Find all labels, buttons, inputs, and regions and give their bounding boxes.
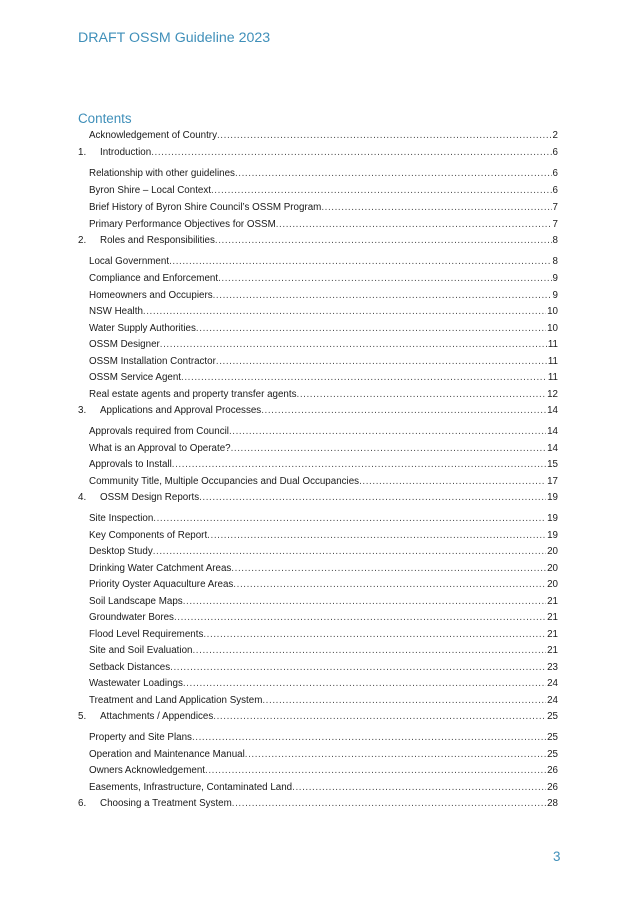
toc-entry-title: Desktop Study [89,546,153,557]
toc-entry-page: 11 [547,339,558,350]
toc-entry-title: Relationship with other guidelines [89,168,235,179]
toc-subsection-entry[interactable] [78,321,558,336]
toc-dot-leader [199,490,546,505]
toc-dot-leader [359,474,546,489]
toc-dot-leader [172,457,546,472]
toc-entry-title: Water Supply Authorities [89,323,196,334]
toc-entry-title: Property and Site Plans [89,732,192,743]
toc-section-entry[interactable] [78,233,558,248]
toc-entry-page: 6 [552,168,558,179]
toc-section-entry[interactable] [78,796,558,811]
toc-subsection-entry[interactable] [78,183,558,198]
toc-dot-leader [151,145,551,160]
toc-entry-page: 25 [547,711,558,722]
toc-entry-page: 20 [547,546,558,557]
toc-entry-page: 23 [547,662,558,673]
toc-entry-page: 24 [547,695,558,706]
toc-entry-title: Site and Soil Evaluation [89,645,193,656]
toc-dot-leader [192,730,546,745]
toc-subsection-entry[interactable] [78,610,558,625]
toc-section-entry[interactable] [78,490,558,505]
toc-dot-leader [233,577,546,592]
toc-dot-leader [203,627,546,642]
toc-dot-leader [183,676,546,691]
toc-subsection-entry[interactable] [78,354,558,369]
toc-entry-title: Setback Distances [89,662,171,673]
toc-entry-page: 20 [547,563,558,574]
toc-entry-title: What is an Approval to Operate? [89,443,231,454]
toc-entry-page: 19 [547,492,558,503]
toc-subsection-entry[interactable] [78,200,558,215]
toc-dot-leader [276,217,552,232]
toc-entry-page: 7 [552,202,558,213]
toc-entry-title: Flood Level Requirements [89,629,204,640]
toc-subsection-entry[interactable] [78,730,558,745]
toc-entry-title: Applications and Approval Processes [100,405,262,416]
toc-entry-page: 21 [547,612,558,623]
toc-dot-leader [213,709,546,724]
toc-entry-page: 10 [547,306,558,317]
toc-subsection-entry[interactable] [78,337,558,352]
toc-entry-title: OSSM Installation Contractor [89,356,216,367]
toc-entry-title: OSSM Designer [89,339,160,350]
toc-dot-leader [231,561,546,576]
toc-entry-page: 6 [552,185,558,196]
toc-entry-page: 8 [552,256,558,267]
toc-entry-page: 15 [547,459,558,470]
toc-entry-title: Compliance and Enforcement [89,273,219,284]
toc-entry-number: 5. [78,711,87,722]
toc-entry-title: Operation and Maintenance Manual [89,749,245,760]
toc-entry-title: Community Title, Multiple Occupancies and Dual Occupancies [89,476,360,487]
toc-entry-title: NSW Health [89,306,143,317]
toc-dot-leader [153,511,546,526]
toc-subsection-entry[interactable] [78,528,558,543]
toc-entry-title: Priority Oyster Aquaculture Areas [89,579,234,590]
toc-entry-title: Choosing a Treatment System [100,798,232,809]
toc-dot-leader [183,594,546,609]
toc-dot-leader [174,610,546,625]
toc-subsection-entry[interactable] [78,627,558,642]
toc-entry-number: 2. [78,235,87,246]
toc-dot-leader [207,528,546,543]
toc-entry-page: 21 [547,596,558,607]
toc-entry-page: 19 [547,530,558,541]
contents-heading: Contents [78,111,132,126]
toc-subsection-entry[interactable] [78,166,558,181]
toc-subsection-entry[interactable] [78,128,558,143]
toc-section-entry[interactable] [78,145,558,160]
toc-subsection-entry[interactable] [78,271,558,286]
toc-dot-leader [218,271,551,286]
toc-entry-page: 9 [552,273,558,284]
toc-entry-title: Groundwater Bores [89,612,174,623]
toc-entry-page: 7 [552,219,558,230]
toc-dot-leader [211,183,552,198]
toc-subsection-entry[interactable] [78,780,558,795]
toc-subsection-entry[interactable] [78,747,558,762]
toc-entry-title: Owners Acknowledgement [89,765,205,776]
toc-section-entry[interactable] [78,709,558,724]
toc-entry-title: OSSM Design Reports [100,492,200,503]
toc-entry-page: 9 [552,290,558,301]
toc-subsection-entry[interactable] [78,693,558,708]
toc-subsection-entry[interactable] [78,676,558,691]
toc-subsection-entry[interactable] [78,594,558,609]
toc-entry-page: 28 [547,798,558,809]
toc-entry-page: 24 [547,678,558,689]
toc-entry-title: Treatment and Land Application System [89,695,263,706]
toc-entry-title: Approvals required from Council [89,426,229,437]
toc-dot-leader [169,254,551,269]
toc-dot-leader [232,796,546,811]
toc-dot-leader [245,747,546,762]
toc-entry-page: 14 [547,443,558,454]
toc-dot-leader [170,660,546,675]
toc-entry-page: 8 [552,235,558,246]
toc-dot-leader [153,544,546,559]
toc-entry-title: Byron Shire – Local Context [89,185,211,196]
toc-subsection-entry[interactable] [78,441,558,456]
toc-entry-title: Soil Landscape Maps [89,596,183,607]
toc-dot-leader [297,387,547,402]
toc-entry-page: 17 [547,476,558,487]
toc-entry-number: 6. [78,798,87,809]
toc-dot-leader [262,693,546,708]
toc-entry-page: 6 [552,147,558,158]
toc-entry-page: 2 [552,130,558,141]
toc-subsection-entry[interactable] [78,387,558,402]
page-number: 3 [553,849,561,864]
toc-dot-leader [229,424,546,439]
toc-entry-title: Homeowners and Occupiers [89,290,213,301]
toc-subsection-entry[interactable] [78,643,558,658]
toc-entry-page: 11 [547,372,558,383]
toc-entry-number: 4. [78,492,87,503]
toc-subsection-entry[interactable] [78,288,558,303]
toc-entry-page: 21 [547,629,558,640]
toc-entry-page: 19 [547,513,558,524]
toc-subsection-entry[interactable] [78,254,558,269]
toc-entry-number: 3. [78,405,87,416]
toc-entry-title: Local Government [89,256,170,267]
toc-subsection-entry[interactable] [78,457,558,472]
toc-dot-leader [292,780,546,795]
toc-entry-page: 25 [547,732,558,743]
toc-entry-page: 25 [547,749,558,760]
toc-subsection-entry[interactable] [78,370,558,385]
toc-subsection-entry[interactable] [78,217,558,232]
toc-entry-title: Brief History of Byron Shire Council’s OSSM Program [89,202,322,213]
toc-entry-page: 12 [547,389,558,400]
toc-entry-number: 1. [78,147,87,158]
toc-dot-leader [181,370,547,385]
toc-entry-title: OSSM Service Agent [89,372,182,383]
toc-entry-page: 26 [547,765,558,776]
toc-dot-leader [215,233,552,248]
toc-dot-leader [196,321,546,336]
toc-entry-title: Drinking Water Catchment Areas [89,563,232,574]
toc-dot-leader [261,403,546,418]
toc-subsection-entry[interactable] [78,577,558,592]
toc-subsection-entry[interactable] [78,424,558,439]
toc-subsection-entry[interactable] [78,511,558,526]
toc-entry-title: Site Inspection [89,513,154,524]
toc-entry-page: 20 [547,579,558,590]
toc-subsection-entry[interactable] [78,304,558,319]
toc-dot-leader [160,337,547,352]
toc-subsection-entry[interactable] [78,474,558,489]
toc-dot-leader [231,441,547,456]
toc-entry-page: 14 [547,426,558,437]
toc-entry-title: Key Components of Report [89,530,208,541]
toc-entry-page: 26 [547,782,558,793]
toc-entry-title: Real estate agents and property transfer agents [89,389,297,400]
toc-dot-leader [217,128,552,143]
toc-dot-leader [235,166,552,181]
toc-entry-title: Roles and Responsibilities [100,235,215,246]
toc-subsection-entry[interactable] [78,763,558,778]
toc-subsection-entry[interactable] [78,544,558,559]
toc-dot-leader [143,304,546,319]
toc-entry-title: Primary Performance Objectives for OSSM [89,219,276,230]
toc-entry-title: Attachments / Appendices [100,711,214,722]
toc-dot-leader [213,288,552,303]
toc-subsection-entry[interactable] [78,561,558,576]
toc-dot-leader [192,643,546,658]
toc-dot-leader [205,763,546,778]
toc-entry-page: 21 [547,645,558,656]
toc-entry-title: Approvals to Install [89,459,172,470]
document-header-title: DRAFT OSSM Guideline 2023 [78,30,271,46]
toc-entry-page: 10 [547,323,558,334]
toc-entry-page: 14 [547,405,558,416]
toc-entry-title: Acknowledgement of Country [89,130,217,141]
toc-dot-leader [216,354,547,369]
toc-section-entry[interactable] [78,403,558,418]
toc-entry-title: Wastewater Loadings [89,678,183,689]
toc-entry-title: Easements, Infrastructure, Contaminated Land [89,782,293,793]
toc-subsection-entry[interactable] [78,660,558,675]
toc-entry-page: 11 [547,356,558,367]
toc-dot-leader [321,200,551,215]
toc-entry-title: Introduction [100,147,152,158]
